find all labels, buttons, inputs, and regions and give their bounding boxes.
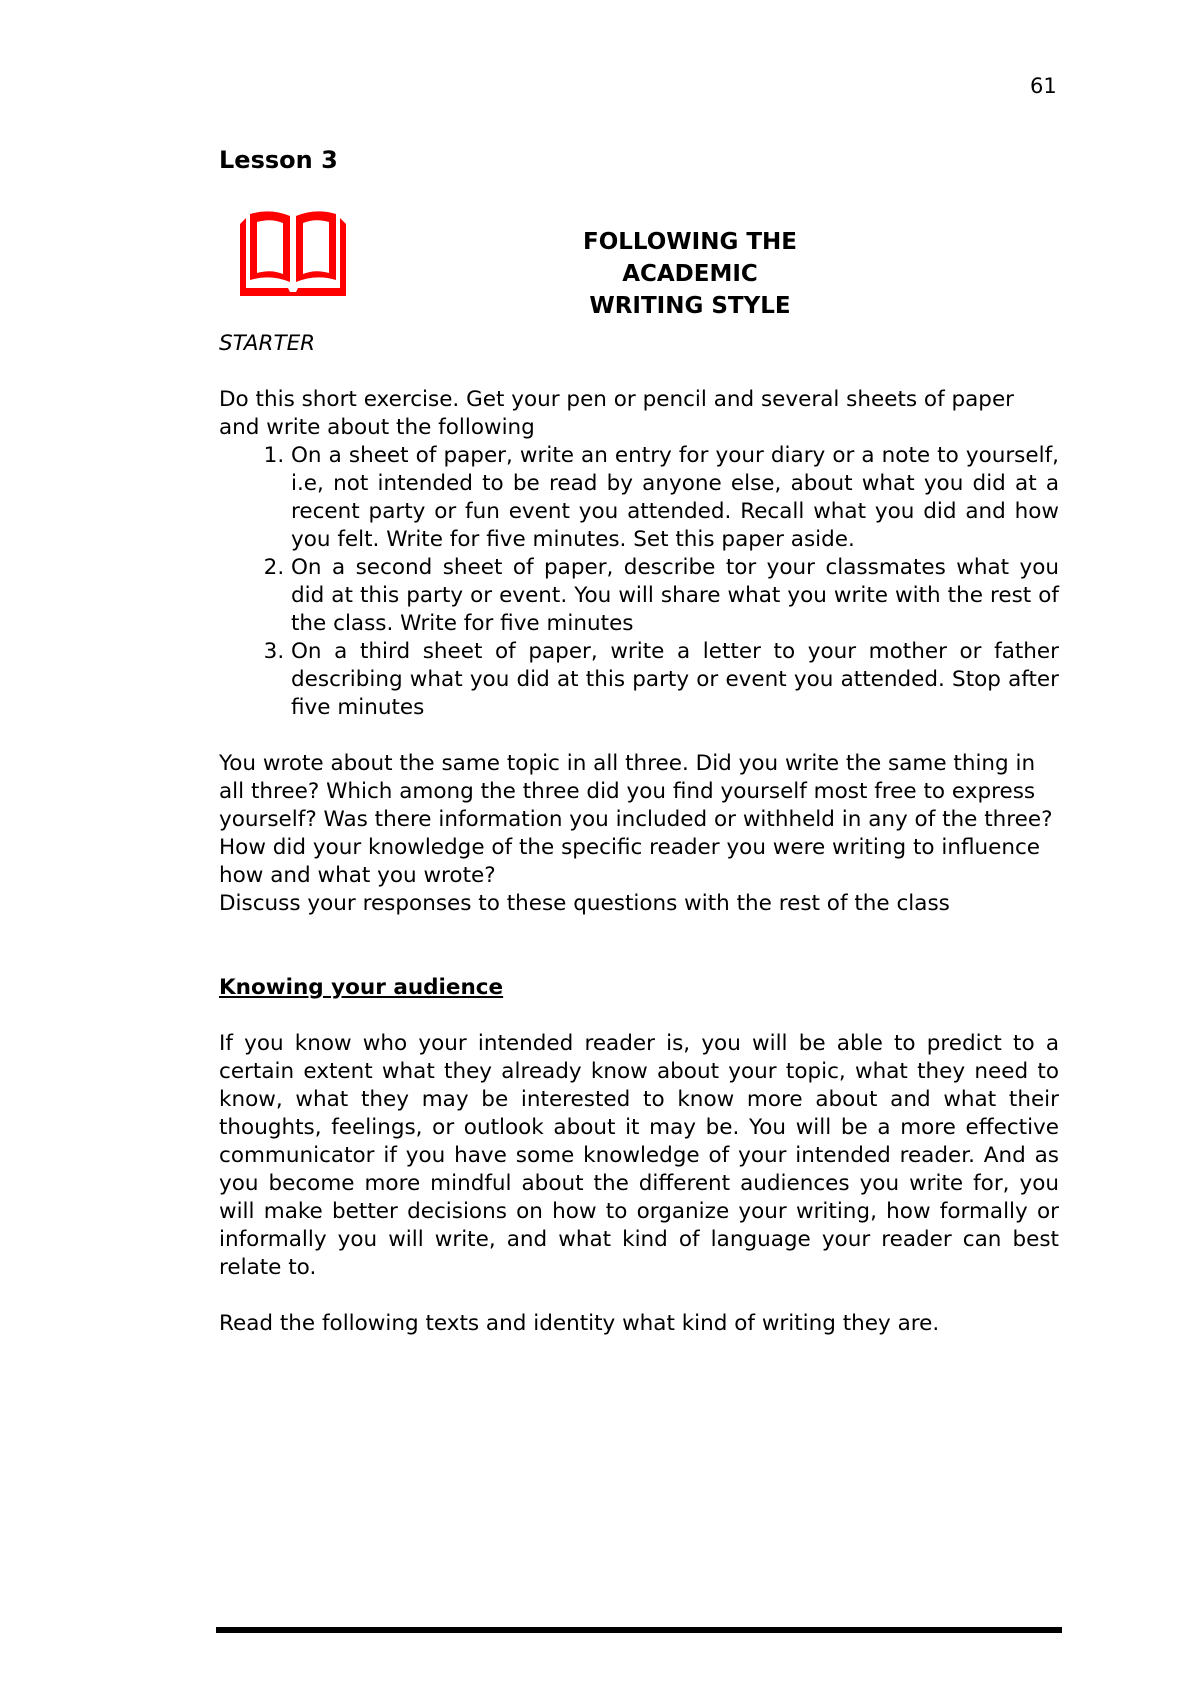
footer-rule [216, 1627, 1062, 1633]
exercise-item-1: 1. On a sheet of paper, write an entry for your diary or a note to yourself, i.e, not intended to be read by anyone else, about what you did at a recent party or fun event you attended. Recall what you did and how you felt. Write for five minutes. Set this paper aside. [291, 442, 1059, 554]
exercise-item-3: 3. On a third sheet of paper, write a letter to your mother or father describing what you did at this party or event you attended. Stop after five minutes [291, 638, 1059, 722]
reflection-questions: You wrote about the same topic in all three. Did you write the same thing in all three? Which among the three did you find yourself most free to express yourself? Was there information you included or withheld in any of the three? How did your knowledge of the specific reader you were writing to influence how and what you wrote? [219, 751, 1053, 888]
title-line-1: FOLLOWING THE ACADEMIC [582, 229, 798, 287]
page-number: 61 [1030, 74, 1057, 98]
main-title [540, 226, 840, 322]
discussion-instruction: Discuss your responses to these questions with the rest of the class [219, 891, 950, 916]
lesson-title: Lesson 3 [219, 146, 338, 174]
starter-label: STARTER [219, 331, 316, 356]
exercise-item-2: 2. On a second sheet of paper, describe tor your classmates what you did at this party or event. You will share what you write with the rest of the class. Write for five minutes [291, 554, 1059, 638]
lesson-content [219, 330, 1059, 1338]
closing-instruction: Read the following texts and identity what kind of writing they are. [219, 1311, 940, 1336]
exercise-intro: Do this short exercise. Get your pen or pencil and several sheets of paper and write about the following [219, 387, 1015, 440]
open-book-icon [238, 210, 348, 296]
audience-paragraph: If you know who your intended reader is, you will be able to predict to a certain extent what they already know about your topic, what they need to know, what they may be interested to know more about and what their thoughts, feelings, or outlook about it may be. You will be a more effective communicator if you have some knowledge of your intended reader. And as you become more mindful about the different audiences you write for, you will make better decisions on how to organize your writing, how formally or informally you will write, and what kind of language your reader can best relate to. [219, 1031, 1059, 1280]
section-heading: Knowing your audience [219, 975, 504, 1000]
title-line-2: WRITING STYLE [589, 293, 791, 319]
exercise-list [219, 442, 1059, 722]
